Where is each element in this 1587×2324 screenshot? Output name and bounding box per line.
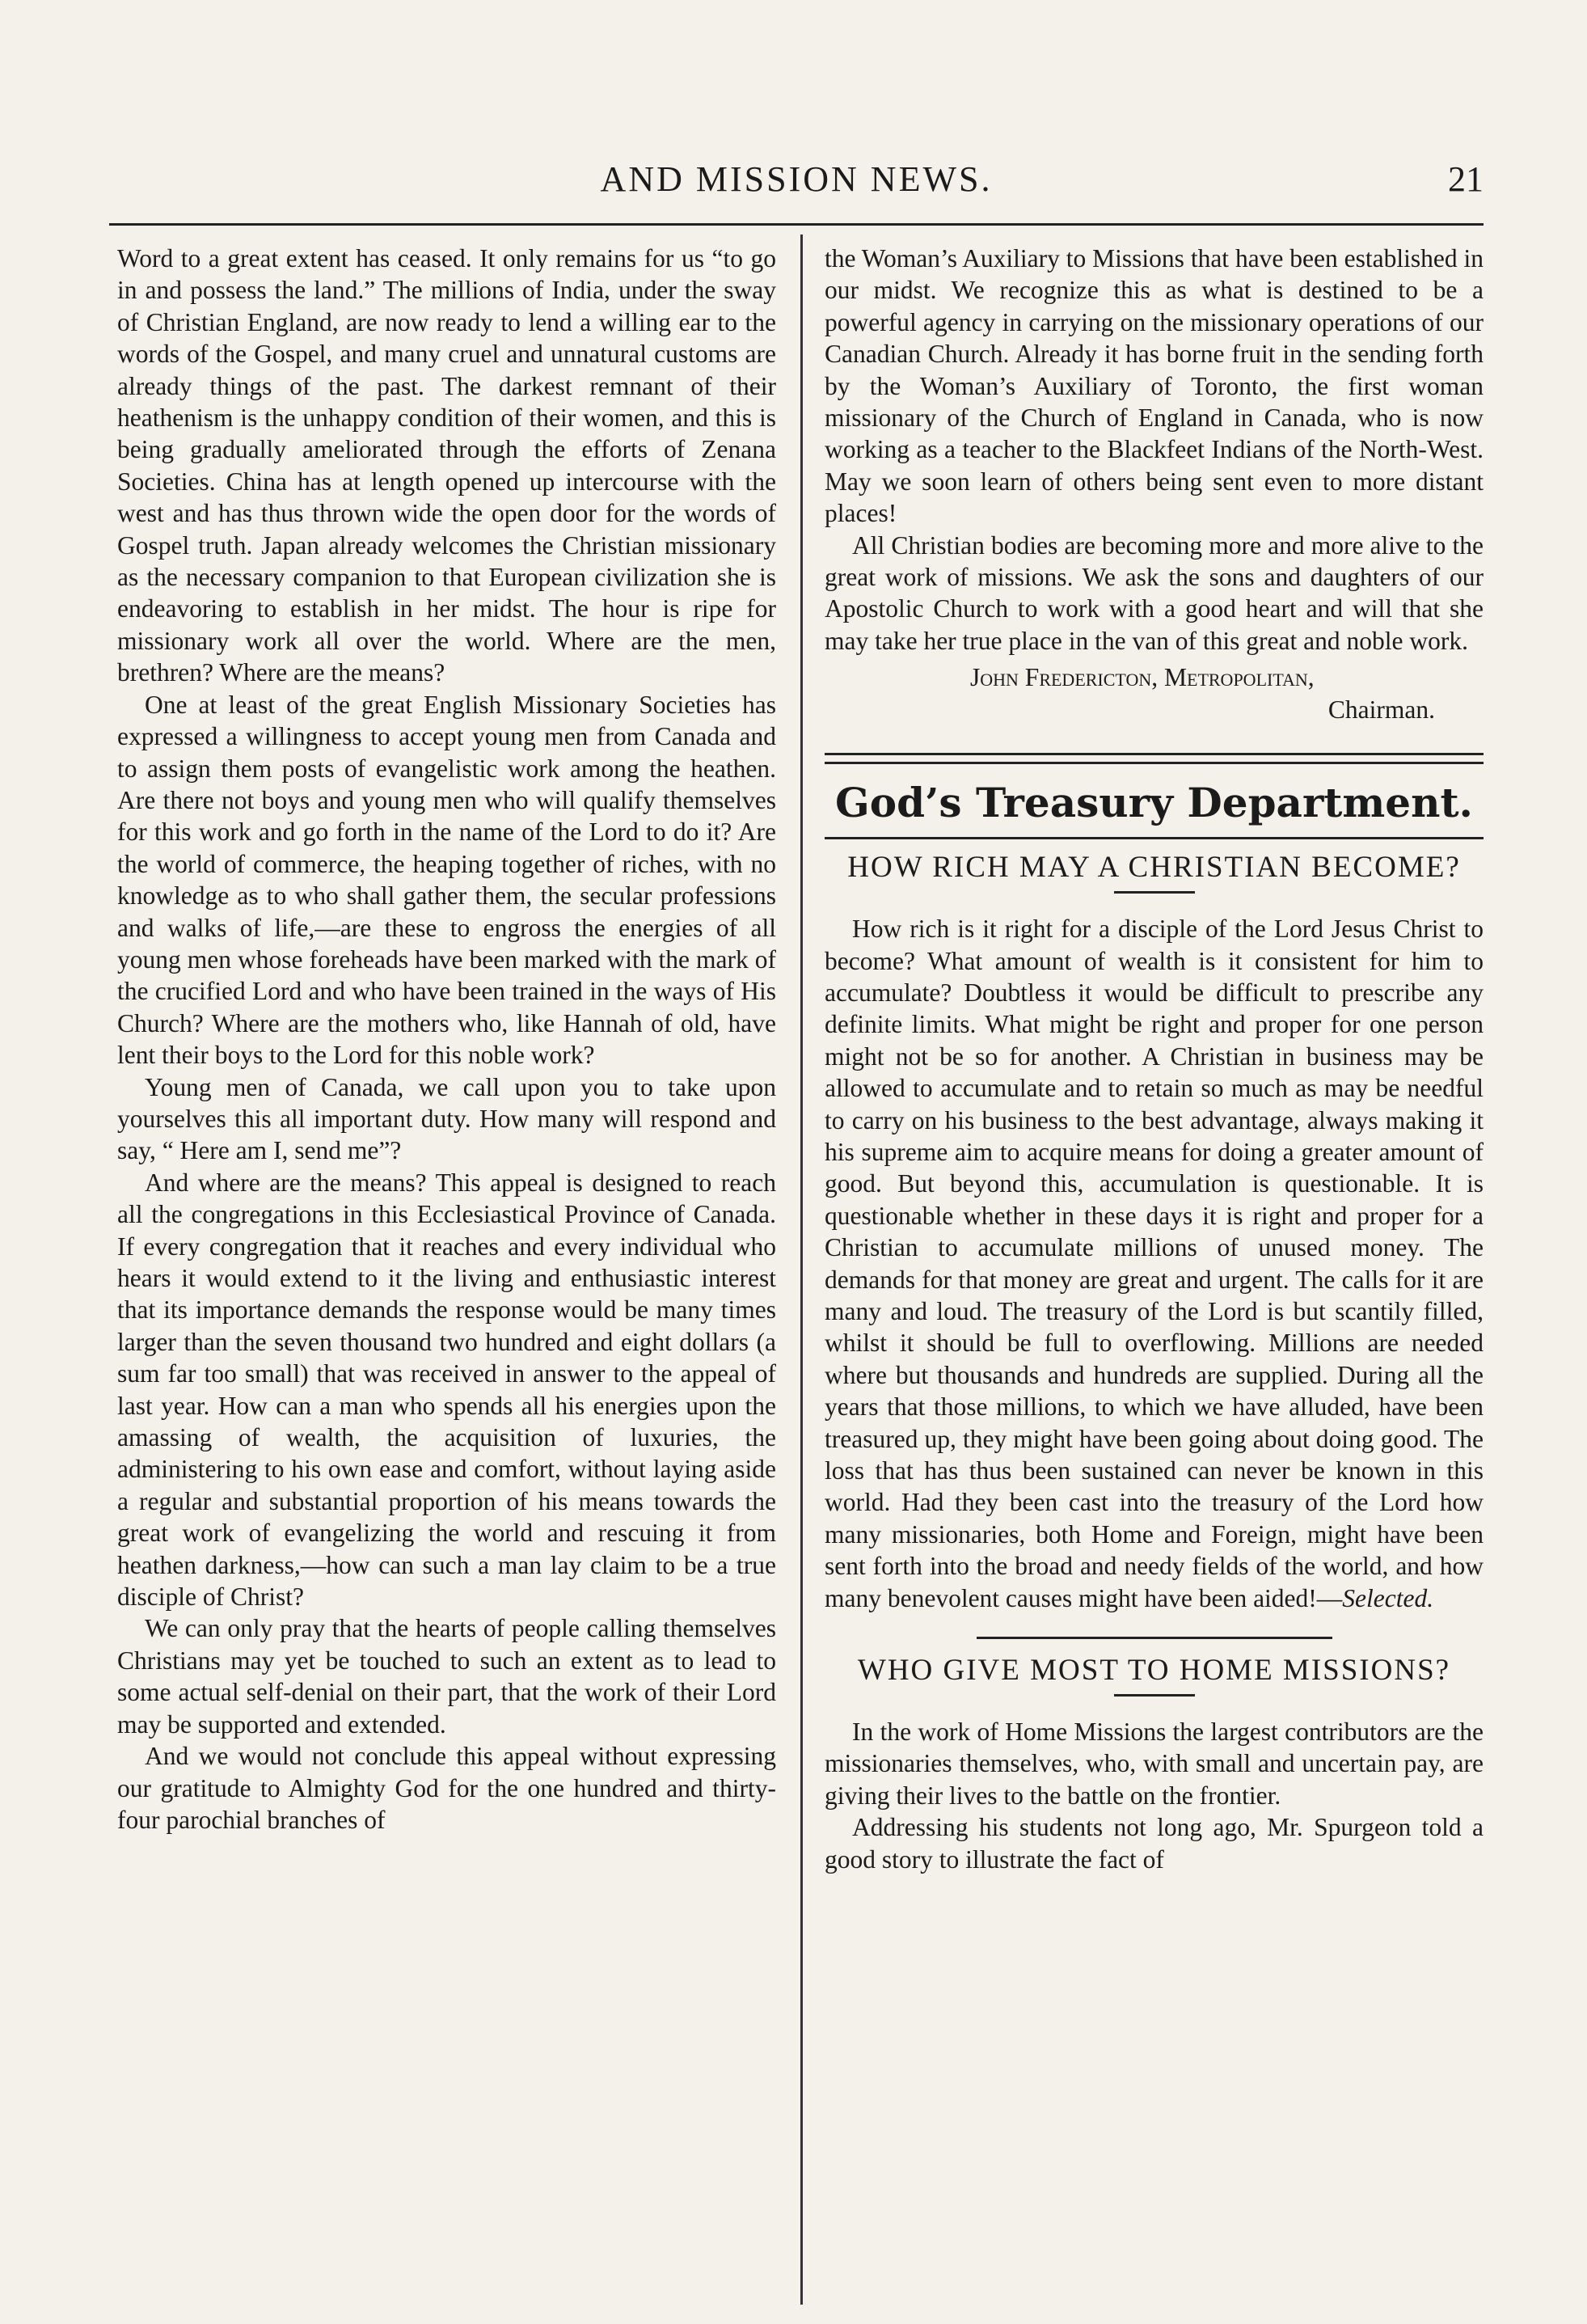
article2-paragraph-2: Addressing his students not long ago, Mr. Spurgeon told a good story to illustrate the fact of [825,1813,1484,1874]
article-separator-rule [977,1637,1332,1639]
department-rule [825,837,1484,839]
left-paragraph-1: Word to a great extent has ceased. It only remains for us “to go in and possess the land.” The millions of India, under the sway of Christian England, are now ready to lend a willing ear to the words of the Gospel, and many cruel and unnatural customs are already things of the past. The darkest remnant of their heathenism is the unhappy condition of their women, and this is being gradually ameliorated through the efforts of Zenana Societies. China has at length opened up intercourse with the west and has thus thrown wide the open door for the words of Gospel truth. Japan already welcomes the Christian missionary as the necessary companion to that European civilization she is endeavoring to establish in her midst. The hour is ripe for missionary work all over the world. Where are the men, brethren? Where are the means? [117,244,776,687]
section-double-rule [825,753,1484,764]
right-column [825,243,1484,1875]
article2-heading: WHO GIVE MOST TO HOME MISSIONS? [857,1654,1451,1688]
right-paragraph-1: the Woman’s Auxiliary to Missions that have been established in our midst. We recognize this as what is destined to be a powerful agency in carrying on the missionary operations of our Canadian Church. Already it has borne fruit in the sending forth by the Woman’s Auxiliary of Toronto, the first woman missionary of the Church of England in Canada, who is now working as a teacher to the Blackfeet Indians of the North-West. May we soon learn of others being sent even to more distant places! [825,244,1484,528]
article1-text: How rich is it right for a disciple of the Lord Jesus Christ to become? What amount of wealth is it consistent for him to accumulate? Doubtless it would be difficult to prescribe any definite limits. What might be right and proper for one person might not be so for another. A Christian in business may be allowed to accumulate and to retain so much as may be needful to carry on his business to the best advantage, always making it his supreme aim to acquire means for doing a greater amount of good. But beyond this, accumulation is questionable. It is questionable whether in these days it is right and proper for a Christian to accumulate millions of unused money. The demands for that money are great and urgent. The calls for it are many and loud. The treasury of the Lord is but scantily filled, whilst it should be full to overflowing. Millions are needed where but thousands and hundreds are supplied. During all the years that those millions, to which we have alluded, have been treasured up, they might have been going about doing good. The loss that has thus been sustained can never be known in this world. Had they been cast into the treasury of the Lord how many missionaries, both Home and Foreign, might have been sent forth into the broad and needy fields of the world, and how many benevolent causes might have been aided!— [825,915,1484,1612]
article1-body [825,913,1484,1614]
signature-name: John Fredericton, Metropolitan, [970,663,1315,692]
left-paragraph-3: Young men of Canada, we call upon you to take upon yourselves this all important duty. How many will respond and say, “ Here am I, send me”? [117,1072,776,1165]
left-paragraph-4: And where are the means? This appeal is designed to reach all the congregations in this Ecclesiastical Province of Canada. If every congregation that it reaches and every individual who hears it would extend to it the living and enthusiastic interest that its importance demands the response would be many times larger than the seven thousand two hundred and eight dollars (a sum far too small) that was received in answer to the appeal of last year. How can a man who spends all his energies upon the amassing of wealth, the acquisition of luxuries, the administering to his own ease and comfort, without laying aside a regular and substantial proportion of his means towards the great work of evangelizing the world and rescuing it from heathen darkness,—how can such a man lay claim to be a true disciple of Christ? [117,1168,776,1612]
column-divider [800,235,803,2305]
left-column [117,243,776,1836]
signature-role: Chairman. [1327,695,1435,724]
article2-paragraph-1: In the work of Home Missions the largest contributors are the missionaries themselves, who, with small and uncertain pay, are giving their lives to the battle on the frontier. [825,1718,1484,1810]
department-title: God’s Treasury Department. [835,779,1473,827]
left-paragraph-6: And we would not conclude this appeal without expressing our gratitude to Almighty God for the one hundred and thirty-four parochial branches of [117,1742,776,1834]
page-number: 21 [1448,159,1484,199]
article1-source: Selected. [1342,1583,1434,1612]
running-title: AND MISSION NEWS. [600,159,993,199]
page-header [109,158,1484,207]
article1-heading: HOW RICH MAY A CHRISTIAN BECOME? [847,851,1461,885]
article1-heading-rule [1114,891,1195,894]
left-paragraph-5: We can only pray that the hearts of people calling themselves Christians may yet be touched to such an extent as to lead to some actual self-denial on their part, that the work of their Lord may be supported and extended. [117,1614,776,1739]
left-paragraph-2: One at least of the great English Missionary Societies has expressed a willingness to accept young men from Canada and to assign them posts of evangelistic work among the heathen. Are there not boys and young men who will qualify themselves for this work and go forth in the name of the Lord to do it? Are the world of commerce, the heaping together of riches, with no knowledge as to who shall gather them, the secular professions and walks of life,—are these to engross the energies of all young men whose foreheads have been marked with the mark of the crucified Lord and who have been trained in the ways of His Church? Where are the mothers who, like Hannah of old, have lent their boys to the Lord for this noble work? [117,690,776,1070]
article2-heading-rule [1114,1694,1195,1697]
signature [825,661,1484,725]
right-paragraph-2: All Christian bodies are becoming more and more alive to the great work of missions. We ask the sons and daughters of our Apostolic Church to work with a good heart and will that she may take her true place in the van of this great and noble work. [825,530,1484,655]
header-rule [109,223,1484,226]
